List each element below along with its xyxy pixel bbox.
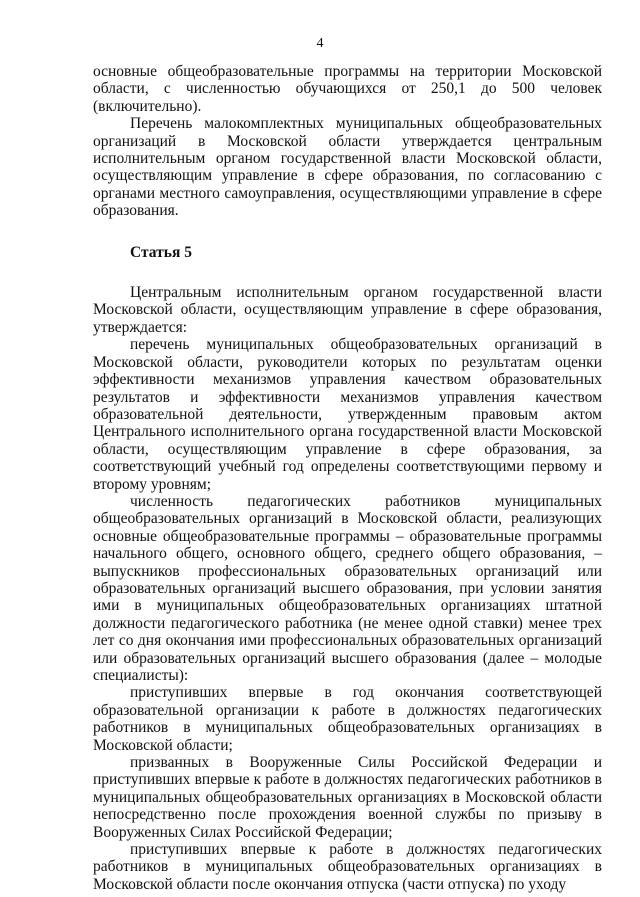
paragraph-subitem-2: призванных в Вооруженные Силы Российской Федерации и приступивших впервые к работе в должностях педагогических работников в муниципальных общеобразовательных организациях в Московской области непосредственно после прохождения военной службы по призыву в Вооруженных Силах Российской Федерации; [93,754,602,841]
paragraph-subitem-1: приступивших впервые в год окончания соответствующей образовательной организации к работе в должностях педагогических работников в муниципальных общеобразовательных организациях в Московской области; [93,684,602,754]
paragraph-subitem-3: приступивших впервые к работе в должностях педагогических работников в муниципальных общеобразовательных организациях в Московской области после окончания отпуска (части отпуска) по уходу [93,841,602,893]
paragraph-list-item-1: перечень муниципальных общеобразовательных организаций в Московской области, руководители которых по результатам оценки эффективности механизмов управления качеством образовательных результатов и эффективности механизмов управления качеством образовательной деятельности, утвержденным правовым актом Центрального исполнительного органа государственной власти Московской области, осуществляющим управление в сфере образования, за соответствующий учебный год определены соответствующими первому и второму уровням; [93,336,602,493]
document-body [93,63,602,893]
paragraph-list-item-2: численность педагогических работников муниципальных общеобразовательных организаций в Московской области, реализующих основные общеобразовательные программы – образовательные программы начального общего, основного общего, среднего общего образования, – выпускников профессиональных образовательных организаций или образовательных организаций высшего образования, при условии занятия ими в муниципальных общеобразовательных организациях штатной должности педагогического работника (не менее одной ставки) менее трех лет со дня окончания ими профессиональных образовательных организаций или образовательных организаций высшего образования (далее – молодые специалисты): [93,492,602,684]
page-number: 4 [316,36,324,51]
paragraph-continuation: основные общеобразовательные программы на территории Московской области, с численностью обучающихся от 250,1 до 500 человек (включительно). [93,63,602,115]
paragraph-list-approval: Перечень малокомплектных муниципальных общеобразовательных организаций в Московской области утверждается центральным исполнительным органом государственной власти Московской области, осуществляющим управление в сфере образования, по согласованию с органами местного самоуправления, осуществляющими управление в сфере образования. [93,115,602,220]
article-heading: Статья 5 [130,243,192,261]
paragraph-article-intro: Центральным исполнительным органом государственной власти Московской области, осуществляющим управление в сфере образования, утверждается: [93,284,602,336]
